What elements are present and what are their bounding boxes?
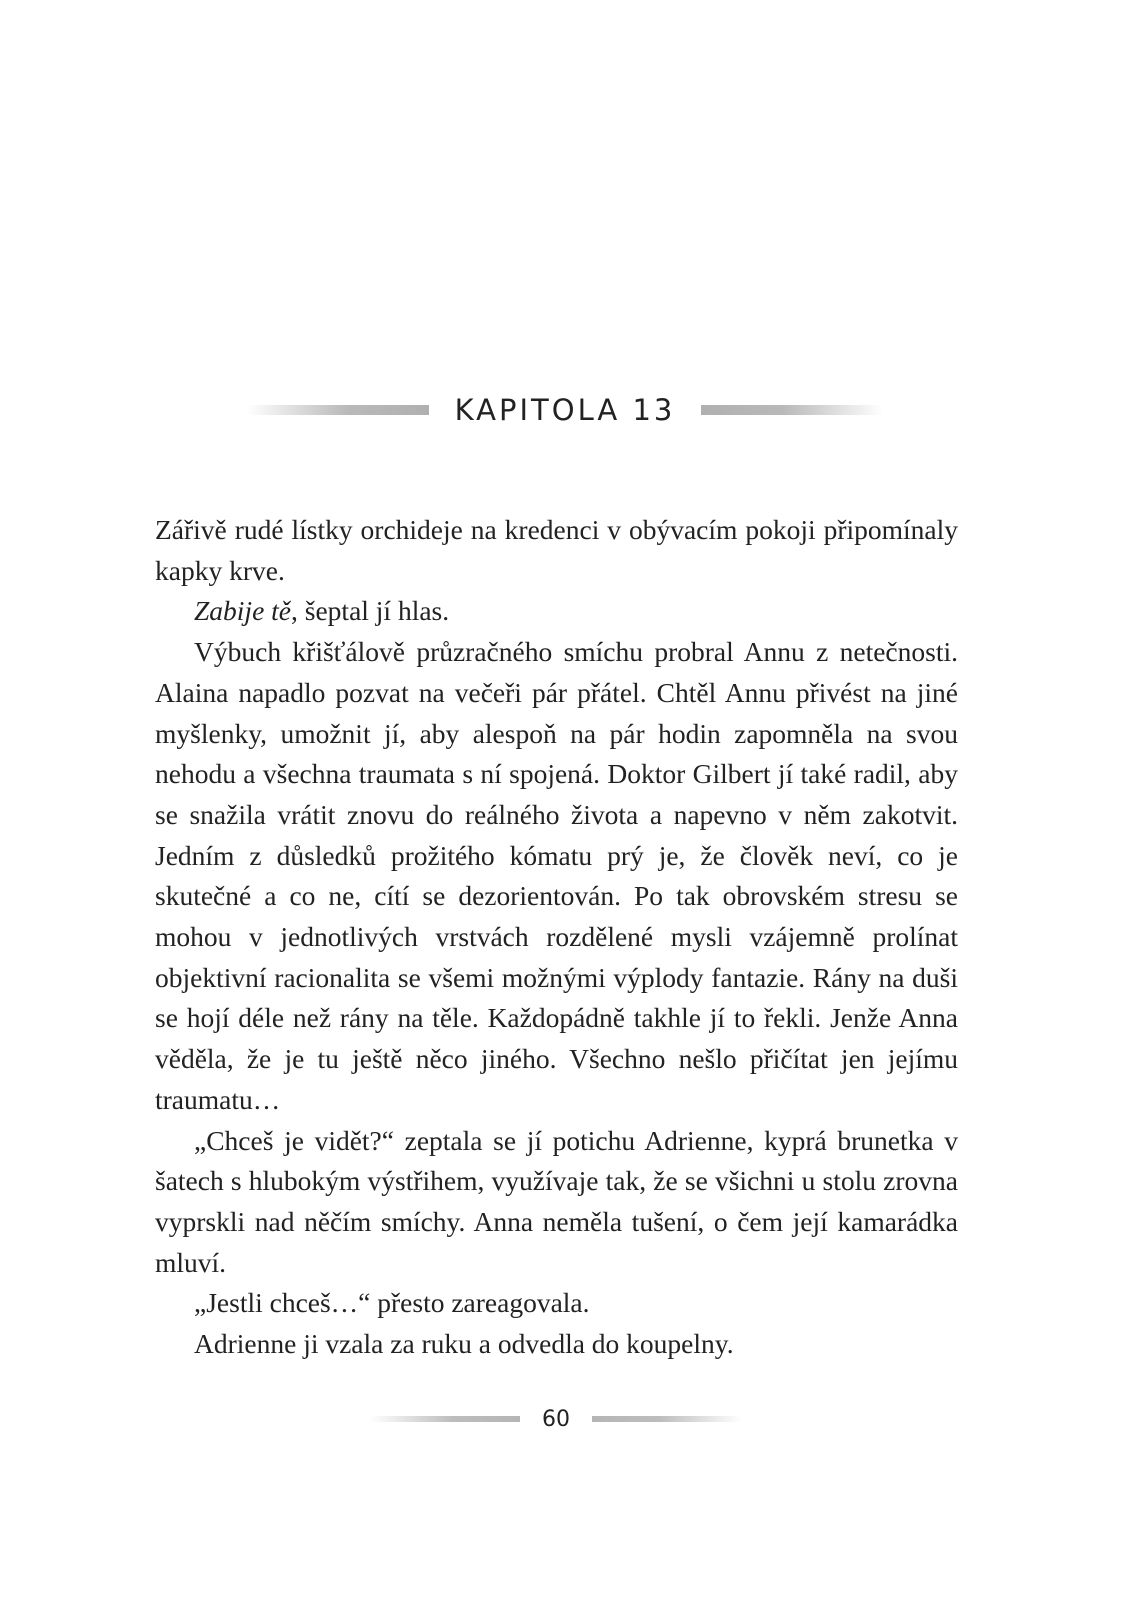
paragraph-5: [155, 1283, 958, 1324]
chapter-body: [155, 510, 958, 1365]
paragraph-6-text: Adrienne ji vzala za ruku a odvedla do koupelny.: [194, 1328, 734, 1360]
paragraph-3-text: Výbuch křišťálově průzračného smíchu probral Annu z netečnosti. Alaina napadlo pozvat na večeři pár přátel. Chtěl Annu přivést na jiné myšlenky, umožnit jí, aby alespoň na pár hodin zapomněla na svou nehodu a všechna traumata s ní spojená. Doktor Gilbert jí také radil, aby se snažila vrátit znovu do reálného života a napevno v něm zakotvit. Jedním z důsledků prožitého kómatu prý je, že člověk neví, co je skutečné a co ne, cítí se dezorientován. Po tak obrovském stresu se mohou v jednotlivých vrstvách rozdělené mysli vzájemně prolínat objektivní racionalita se všemi možnými výplody fantazie. Rány na duši se hojí déle než rány na těle. Každopádně takhle jí to řekli. Jenže Anna věděla, že je tu ještě něco jiného. Všechno nešlo přičítat jen jejímu traumatu…: [155, 636, 958, 1115]
page-number: 60: [542, 1406, 570, 1432]
footer-rule-left: [370, 1416, 520, 1422]
paragraph-2-text: , šeptal jí hlas.: [291, 595, 450, 627]
paragraph-4: [155, 1121, 958, 1284]
paragraph-3: [155, 632, 958, 1120]
paragraph-1-text: Zářivě rudé lístky orchideje na kredenci v obývacím pokoji připomínaly kapky krve.: [155, 514, 958, 586]
paragraph-1: [155, 510, 958, 591]
chapter-rule-right: [701, 405, 883, 415]
paragraph-4-text: „Chceš je vidět?“ zeptala se jí potichu Adrienne, kyprá brunetka v šatech s hlubokým výstřihem, využívaje tak, že se všichni u stolu zrovna vyprskli nad něčím smíchy. Anna neměla tušení, o čem její kamarádka mluví.: [155, 1124, 958, 1278]
paragraph-2-italic: Zabije tě: [194, 595, 292, 627]
paragraph-2: [155, 591, 958, 632]
paragraph-6: [155, 1324, 958, 1365]
chapter-title: KAPITOLA 13: [454, 393, 676, 427]
chapter-rule-left: [247, 405, 429, 415]
footer-rule-right: [592, 1416, 742, 1422]
paragraph-5-text: „Jestli chceš…“ přesto zareagovala.: [194, 1287, 590, 1319]
page-footer: [360, 1402, 752, 1436]
chapter-heading: [250, 385, 880, 435]
